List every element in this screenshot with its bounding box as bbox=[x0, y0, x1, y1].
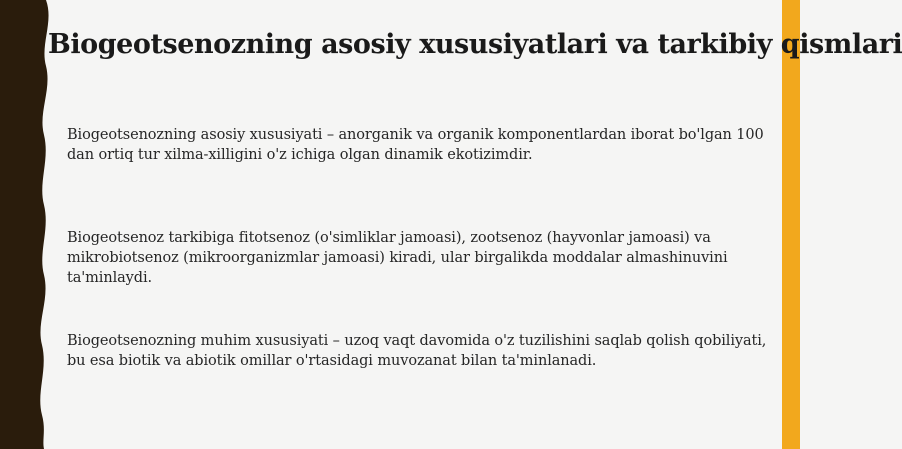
left-decorative-band bbox=[0, 0, 60, 449]
right-accent-band bbox=[782, 0, 800, 449]
paragraph-main-property: Biogeotsenozning asosiy xususiyati – anorganik va organik komponentlardan iborat bo'lgan 100 dan ortiq tur xilma-xilligini o'z ichiga olgan dinamik ekotizimdir. bbox=[67, 127, 764, 163]
paragraph-stability: Biogeotsenozning muhim xususiyati – uzoq vaqt davomida o'z tuzilishini saqlab qolish qobiliyati, bu esa biotik va abiotik omillar o'rtasidagi muvozanat bilan ta'minlanadi. bbox=[67, 333, 767, 369]
slide-title: Biogeotsenozning asosiy xususiyatlari va tarkibiy qismlari bbox=[48, 29, 902, 60]
left-band-shape bbox=[0, 0, 49, 449]
paragraph-composition: Biogeotsenoz tarkibiga fitotsenoz (o'simliklar jamoasi), zootsenoz (hayvonlar jamoasi) va mikrobiotsenoz (mikroorganizmlar jamoasi) kiradi, ular birgalikda moddalar almashinuvini ta'minlaydi. bbox=[67, 230, 728, 286]
right-band-shape bbox=[782, 0, 800, 449]
